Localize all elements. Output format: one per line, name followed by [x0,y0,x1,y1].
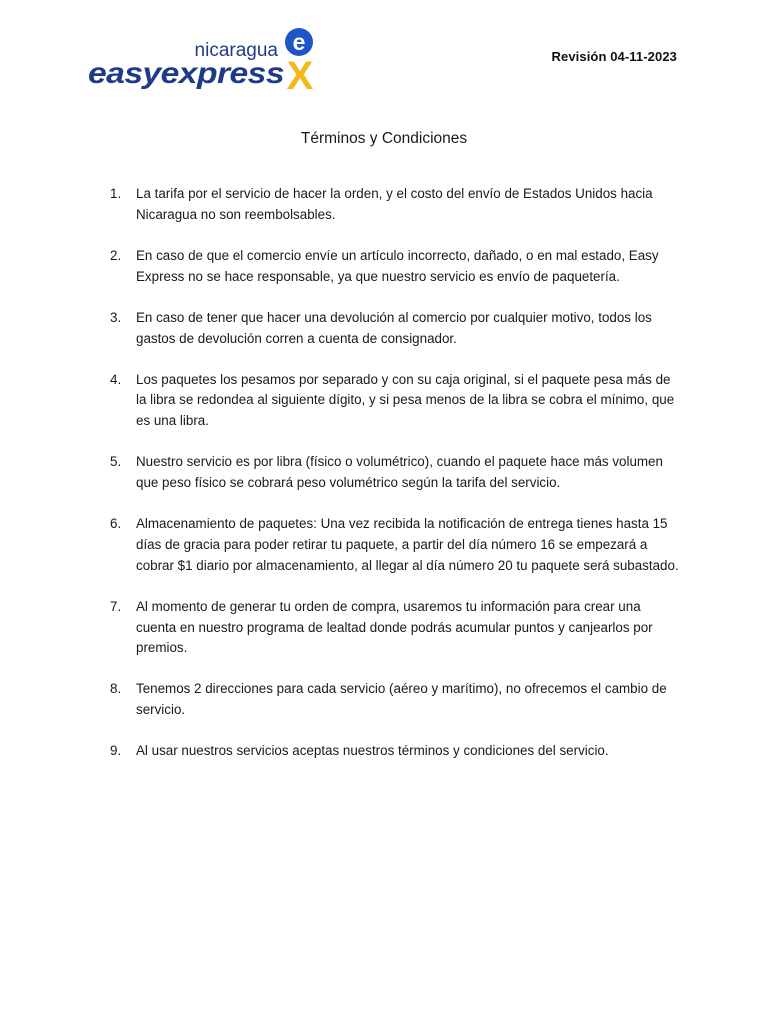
term-item [110,741,680,762]
term-item [110,597,680,659]
term-item [110,679,680,720]
term-item [110,452,680,493]
term-number: 6. [110,516,122,532]
term-text: Almacenamiento de paquetes: Una vez recibida la notificación de entrega tienes hasta 15 días de gracia para poder retirar tu paquete, a partir del día número 16 se empezará a cobrar $1 diario por almacenamiento, al llegar al día número 20 tu paquete será subastado. [136,516,679,573]
revision-date: Revisión 04-11-2023 [551,49,677,64]
logo-wordmark: easyexpress [88,57,284,90]
term-text: Nuestro servicio es por libra (físico o volumétrico), cuando el paquete hace más volumen que peso físico se cobrará peso volumétrico según la tarifa del servicio. [136,454,663,491]
term-number: 5. [110,454,122,470]
logo-x-letter: X [286,54,314,96]
term-item [110,246,680,287]
terms-list [110,184,680,783]
term-text: En caso de tener que hacer una devolución al comercio por cualquier motivo, todos los gastos de devolución corren a cuenta de consignador. [136,309,652,346]
term-text: Los paquetes los pesamos por separado y con su caja original, si el paquete pesa más de la libra se redondea al siguiente dígito, y si pesa menos de la libra se cobra el mínimo, que es una libra. [136,371,675,429]
term-number: 3. [110,309,122,325]
term-text: Al momento de generar tu orden de compra, usaremos tu información para crear una cuenta en nuestro programa de lealtad donde podrás acumular puntos y canjearlos por premios. [136,598,653,656]
term-number: 1. [110,186,122,201]
term-item [110,308,680,349]
term-text: Al usar nuestros servicios aceptas nuestros términos y condiciones del servicio. [136,743,609,759]
easyexpress-logo-mark [88,26,328,96]
term-item [110,514,680,576]
term-number: 8. [110,681,122,697]
term-item [110,370,680,432]
easyexpress-logo [88,26,328,96]
term-number: 4. [110,371,122,387]
term-number: 2. [110,247,122,263]
term-item [110,184,680,225]
term-text: La tarifa por el servicio de hacer la orden, y el costo del envío de Estados Unidos hacia Nicaragua no son reembolsables. [136,186,653,222]
term-number: 9. [110,743,122,759]
document-title: Términos y Condiciones [300,130,468,147]
logo-e-letter: e [292,29,306,55]
term-text: Tenemos 2 direcciones para cada servicio (aéreo y marítimo), no ofrecemos el cambio de servicio. [136,681,667,718]
term-number: 7. [110,598,122,614]
logo-region-text: nicaragua [194,40,278,61]
term-text: En caso de que el comercio envíe un artículo incorrecto, dañado, o en mal estado, Easy Express no se hace responsable, ya que nuestro servicio es envío de paquetería. [136,247,659,284]
